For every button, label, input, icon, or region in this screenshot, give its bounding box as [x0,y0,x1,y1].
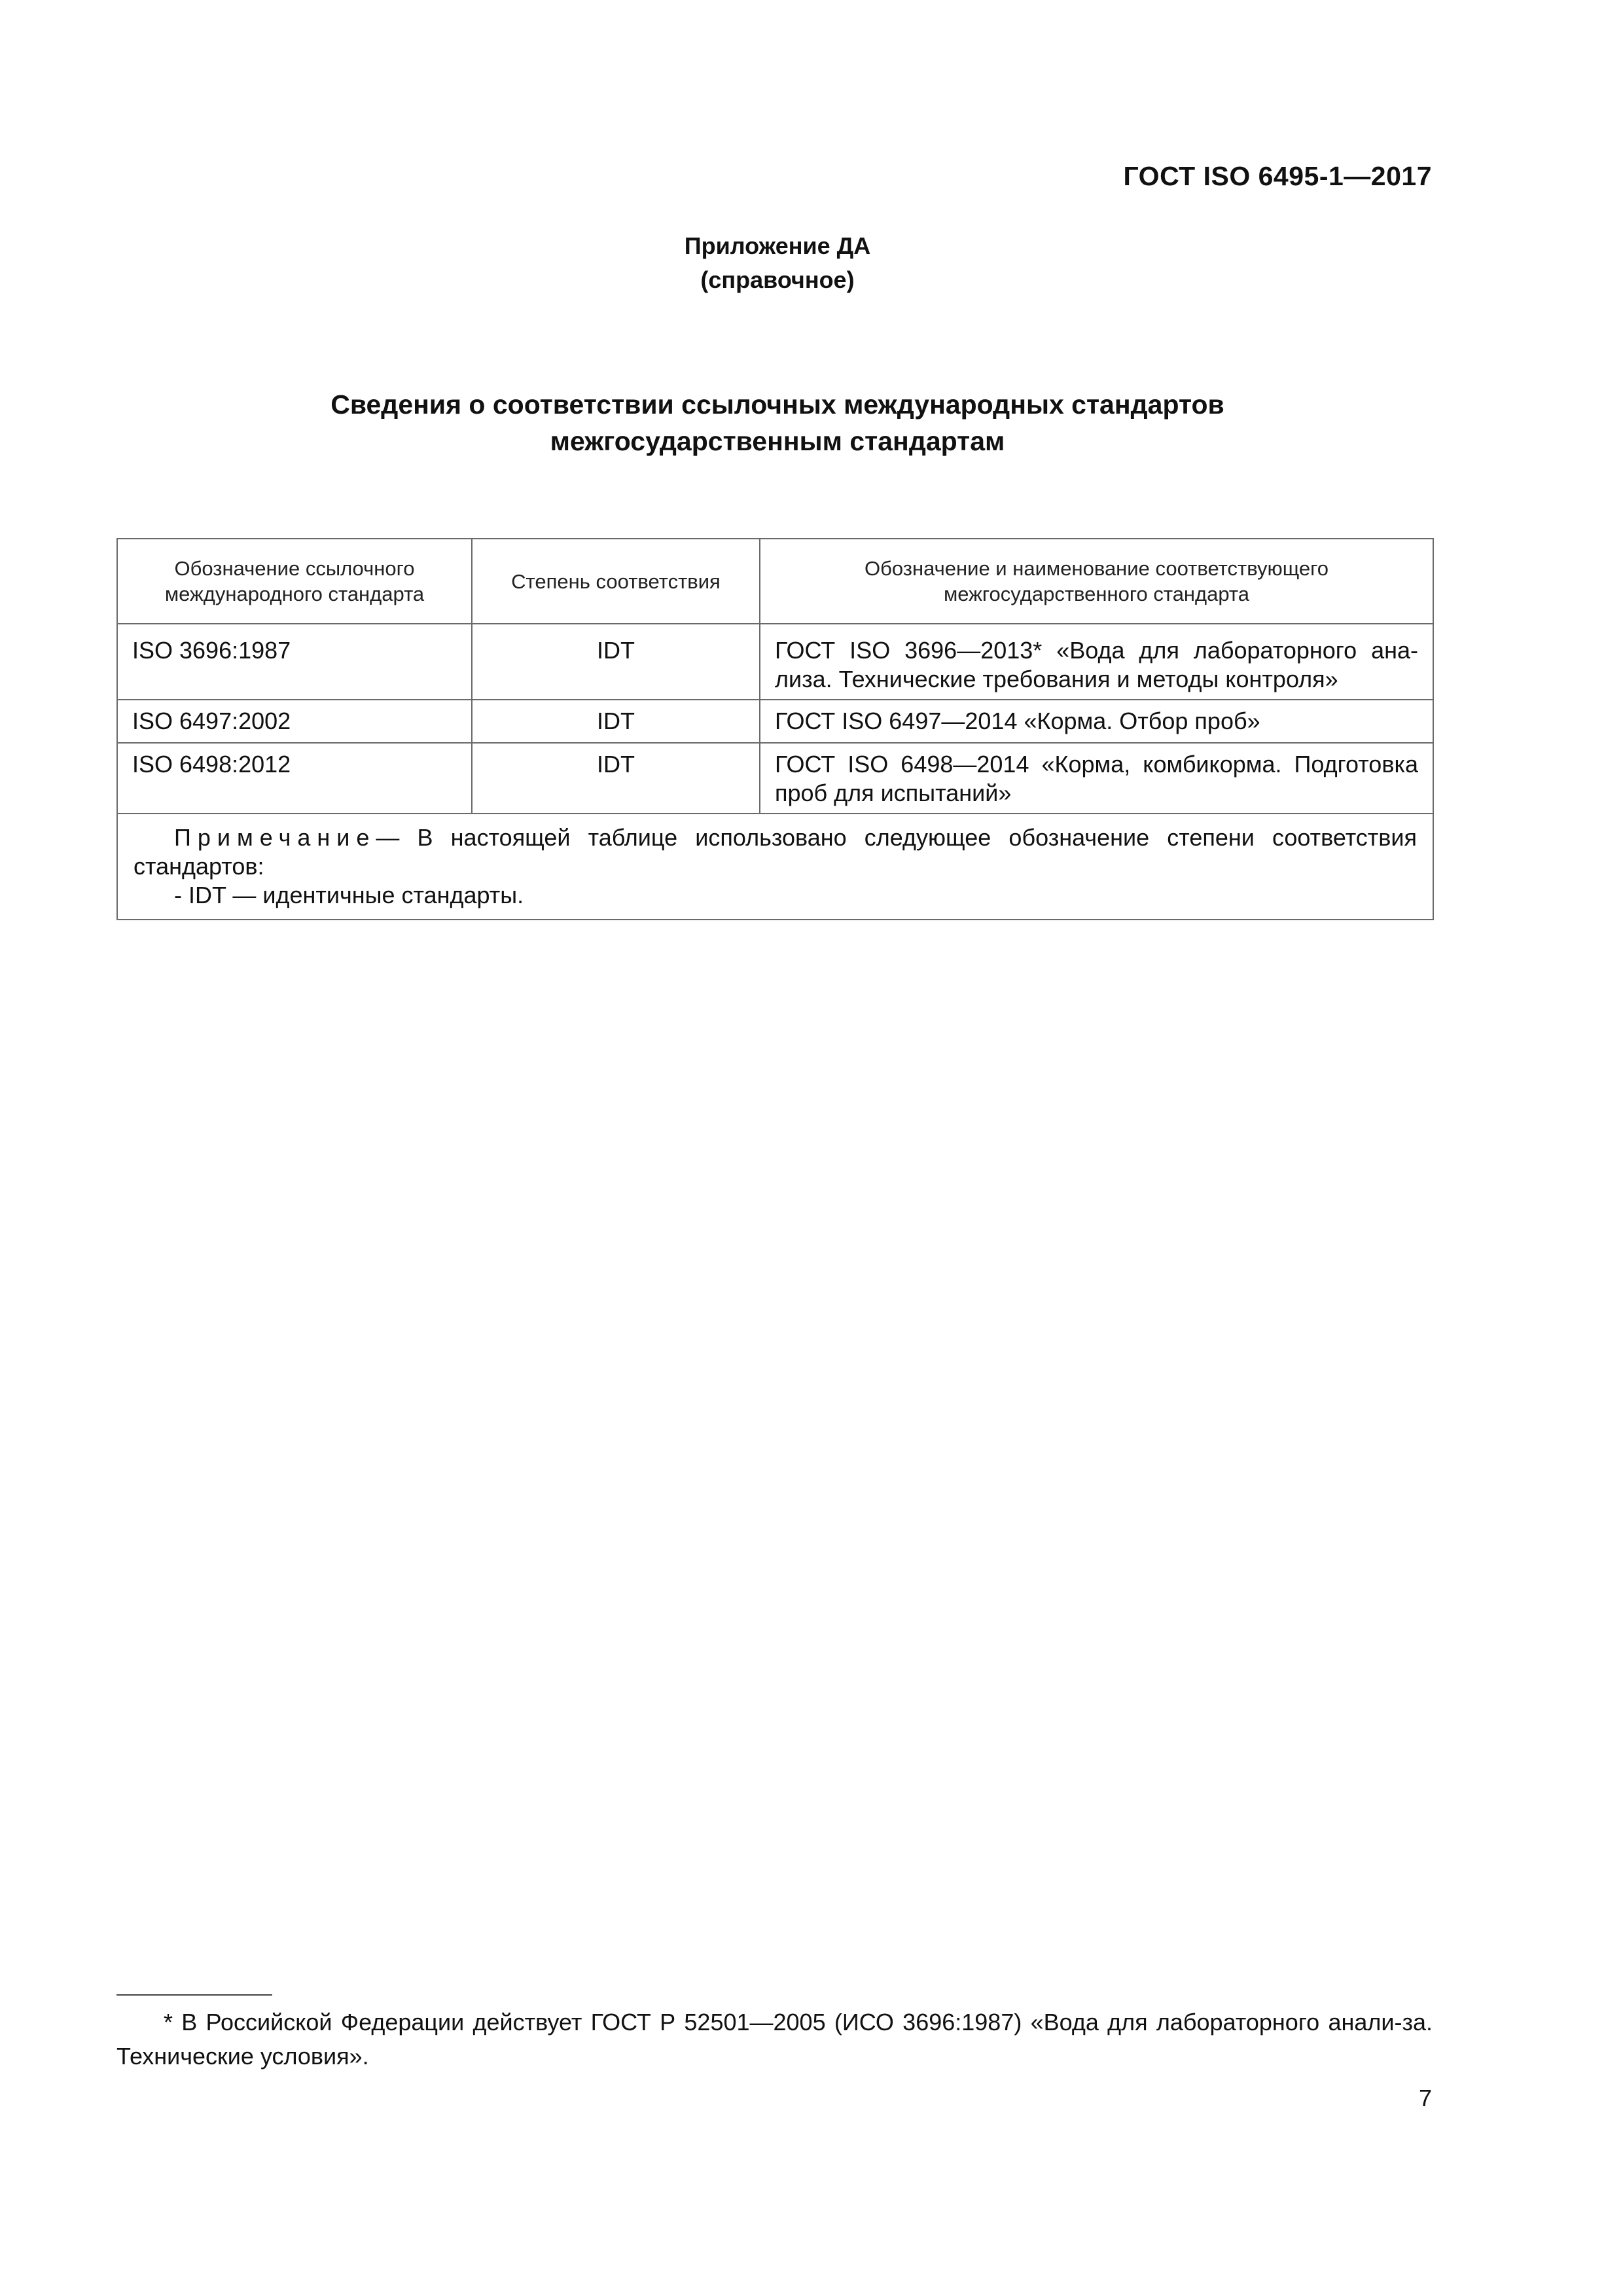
footnote [116,2005,1433,2073]
note-item-text: - IDT — идентичные стандарты. [174,882,524,908]
cell-national: ГОСТ ISO 6497—2014 «Корма. Отбор проб» [760,700,1433,743]
cell-international: ISO 3696:1987 [117,624,472,700]
table-row [117,700,1433,743]
section-title-line-1: Сведения о соответствии ссылочных международных стандартов [330,389,1224,420]
note-text: — В настоящей таблице использовано следующее обозначение степени соответствия стандартов: [134,824,1417,880]
cell-international: ISO 6497:2002 [117,700,472,743]
note-item [134,881,1417,910]
annex-subtitle: (справочное) [700,266,855,293]
table-note [117,814,1433,920]
header-international-standard [117,539,472,624]
annex-heading [0,229,1555,297]
cell-degree: IDT [472,624,760,700]
header-degree [472,539,760,624]
cell-national: ГОСТ ISO 6498—2014 «Корма, комбикорма. Подготовка проб для испытаний» [760,743,1433,814]
annex-title: Приложение ДА [684,232,871,259]
header-line: Степень соответствия [511,569,721,593]
table-note-row [117,814,1433,920]
page-number: 7 [1418,2085,1432,2111]
table-row [117,743,1433,814]
correspondence-table [116,538,1434,920]
correspondence-table-container [116,538,1433,920]
header-national-standard [760,539,1433,624]
section-title [0,386,1555,459]
header-line: международного стандарта [164,583,425,605]
note-label: Примечание [174,824,376,851]
header-line: межгосударственного стандарта [943,583,1250,605]
table-header-row [117,539,1433,624]
section-title-line-2: межгосударственным стандартам [550,426,1005,456]
header-line: Обозначение ссылочного [174,557,415,580]
footnote-text: * В Российской Федерации действует ГОСТ Р 52501—2005 (ИСО 3696:1987) «Вода для лабораторного анали-за. Технические условия». [116,2009,1433,2070]
cell-international: ISO 6498:2012 [117,743,472,814]
footnote-separator [116,1994,272,1996]
cell-degree: IDT [472,743,760,814]
table-row [117,624,1433,700]
header-line: Обозначение и наименование соответствующего [864,557,1329,580]
cell-degree: IDT [472,700,760,743]
document-code: ГОСТ ISO 6495-1—2017 [1123,161,1432,191]
cell-national: ГОСТ ISO 3696—2013* «Вода для лабораторного ана-лиза. Технические требования и методы контроля» [760,624,1433,700]
